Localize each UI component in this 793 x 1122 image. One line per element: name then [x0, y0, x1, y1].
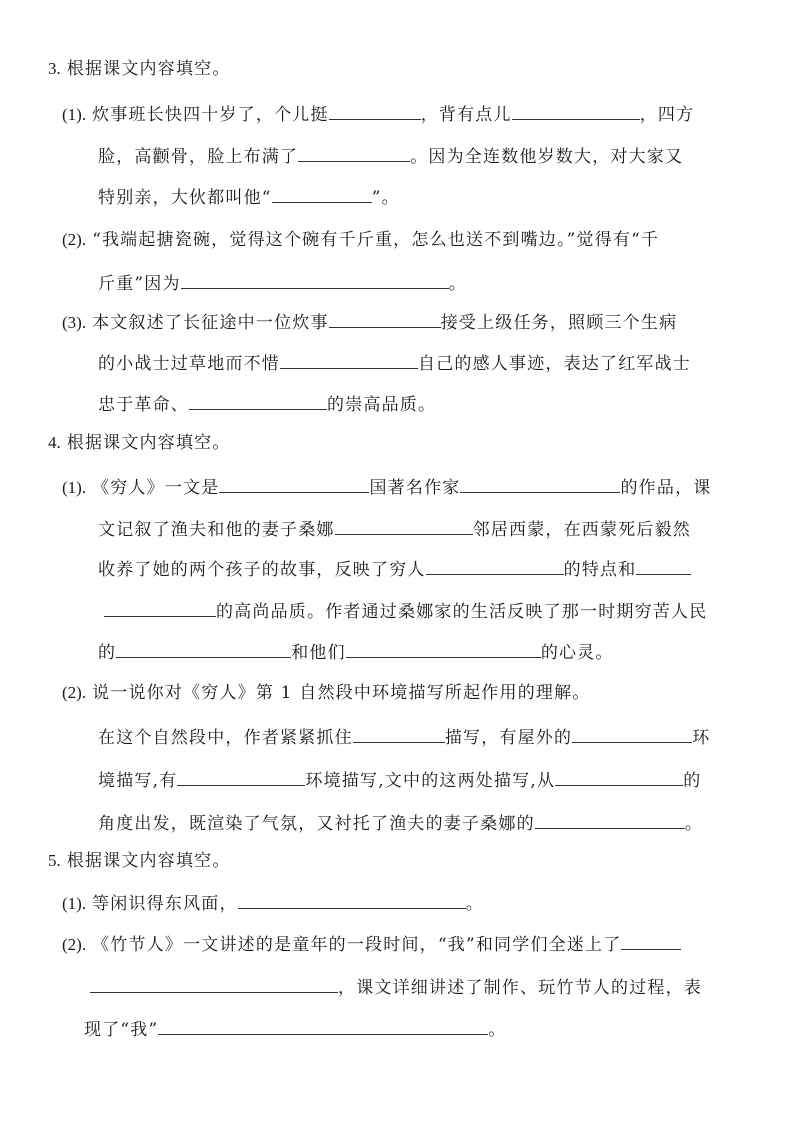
fill-blank[interactable] — [346, 639, 541, 658]
q4-item-2-line-4 — [98, 810, 703, 836]
item-number: (1). — [62, 894, 87, 913]
fill-blank[interactable] — [219, 474, 369, 493]
text: 《竹节人》一文讲述的是童年的一段时间，“我”和同学们全迷上了 — [92, 935, 622, 955]
fill-blank[interactable] — [116, 639, 291, 658]
text: 说一说你对《穷人》第 1 自然段中环境描写所起作用的理解。 — [92, 683, 591, 703]
text: 本文叙述了长征途中一位炊事 — [92, 313, 329, 333]
q4-item-2-line-1 — [62, 681, 591, 705]
question-title-text: 根据课文内容填空。 — [66, 59, 231, 79]
q3-item-1-line-1 — [62, 101, 694, 127]
text: 描写，有屋外的 — [444, 728, 573, 748]
text: 邻居西蒙，在西蒙死后毅然 — [472, 520, 692, 540]
fill-blank[interactable] — [335, 516, 473, 535]
q4-item-1-line-4 — [104, 598, 707, 624]
q4-item-2-line-3 — [98, 767, 701, 793]
fill-blank[interactable] — [298, 143, 410, 162]
fill-blank[interactable] — [189, 391, 327, 410]
fill-blank[interactable] — [272, 184, 372, 203]
text: 在这个自然段中，作者紧紧抓住 — [98, 728, 353, 748]
text: ，课文详细讲述了制作、玩竹节人的过程，表 — [338, 978, 702, 998]
text: 国著名作家 — [369, 478, 461, 498]
fill-blank[interactable] — [535, 810, 685, 829]
question-title-text: 根据课文内容填空。 — [66, 433, 231, 453]
question-title-text: 根据课文内容填空。 — [66, 851, 231, 871]
text: 。因为全连数他岁数大，对大家又 — [410, 147, 684, 167]
item-number: (1). — [62, 105, 87, 124]
fill-blank[interactable] — [512, 101, 640, 120]
text: 的特点和 — [563, 560, 637, 580]
text: 自己的感人事迹，表达了红军战士 — [418, 354, 691, 374]
text: 文记叙了渔夫和他的妻子桑娜 — [98, 520, 335, 540]
fill-blank[interactable] — [329, 309, 441, 328]
text: 收养了她的两个孩子的故事，反映了穷人 — [98, 560, 426, 580]
q4-item-2-line-2 — [98, 724, 710, 750]
q5-item-2-line-3 — [84, 1016, 507, 1042]
text: 现了“我” — [84, 1020, 159, 1040]
fill-blank[interactable] — [158, 1016, 488, 1035]
fill-blank[interactable] — [555, 767, 683, 786]
q3-item-2-line-1 — [62, 228, 659, 252]
question-5-title — [48, 849, 231, 873]
fill-blank[interactable] — [460, 474, 620, 493]
q5-item-2-line-2 — [90, 974, 702, 1000]
q5-item-1-line-1 — [62, 890, 484, 916]
text: 的 — [98, 643, 117, 663]
text: “我端起搪瓷碗，觉得这个碗有千斤重，怎么也送不到嘴边。”觉得有“千 — [92, 230, 660, 250]
fill-blank[interactable] — [426, 556, 564, 575]
text: 的崇高品质。 — [327, 395, 437, 415]
q3-item-3-line-3 — [98, 391, 436, 417]
text: 环 — [692, 728, 711, 748]
text: 。 — [448, 274, 467, 294]
fill-blank[interactable] — [90, 974, 338, 993]
fill-blank[interactable] — [177, 767, 305, 786]
q4-item-1-line-1 — [62, 474, 711, 500]
fill-blank[interactable] — [181, 270, 449, 289]
fill-blank[interactable] — [329, 101, 421, 120]
text: 《穷人》一文是 — [92, 478, 220, 498]
text: 炊事班长快四十岁了，个儿挺 — [92, 105, 329, 125]
q3-item-3-line-2 — [98, 350, 691, 376]
fill-blank[interactable] — [572, 724, 692, 743]
question-number: 5. — [48, 851, 61, 870]
q4-item-1-line-5 — [98, 639, 614, 665]
q3-item-2-line-2 — [98, 270, 467, 296]
item-number: (3). — [62, 313, 87, 332]
text: 。 — [465, 894, 484, 914]
q3-item-1-line-3 — [98, 184, 400, 210]
question-4-title — [48, 431, 231, 455]
text: ，背有点儿 — [420, 105, 512, 125]
fill-blank[interactable] — [280, 350, 418, 369]
text: 和他们 — [291, 643, 346, 663]
text: 的心灵。 — [540, 643, 614, 663]
text: 的 — [683, 771, 702, 791]
fill-blank[interactable] — [238, 890, 466, 909]
fill-blank[interactable] — [621, 931, 681, 950]
question-number: 4. — [48, 433, 61, 452]
fill-blank[interactable] — [353, 724, 445, 743]
text: 。 — [488, 1020, 507, 1040]
text: 忠于革命、 — [98, 395, 189, 415]
item-number: (2). — [62, 935, 87, 954]
q3-item-1-line-2 — [98, 143, 683, 169]
fill-blank[interactable] — [636, 556, 691, 575]
question-3-title — [48, 57, 231, 81]
question-number: 3. — [48, 59, 61, 78]
text: ，四方 — [639, 105, 695, 125]
text: 境描写,有 — [98, 771, 178, 791]
q5-item-2-line-1 — [62, 931, 681, 957]
text: 等闲识得东风面， — [92, 894, 238, 914]
text: 的作品，课 — [620, 478, 712, 498]
text: 斤重”因为 — [98, 274, 181, 294]
text: 环境描写,文中的这两处描写,从 — [305, 771, 556, 791]
text: 角度出发，既渲染了气氛，又衬托了渔夫的妻子桑娜的 — [98, 814, 535, 834]
item-number: (1). — [62, 478, 87, 497]
q3-item-3-line-1 — [62, 309, 677, 335]
text: 接受上级任务，照顾三个生病 — [440, 313, 678, 333]
q4-item-1-line-3 — [98, 556, 691, 582]
text: 。 — [684, 814, 704, 834]
text: 脸，高颧骨，脸上布满了 — [98, 147, 299, 167]
item-number: (2). — [62, 230, 87, 249]
item-number: (2). — [62, 683, 87, 702]
text: ”。 — [371, 188, 400, 208]
fill-blank[interactable] — [104, 598, 216, 617]
text: 特别亲，大伙都叫他“ — [98, 188, 272, 208]
q4-item-1-line-2 — [98, 516, 691, 542]
text: 的高尚品质。作者通过桑娜家的生活反映了那一时期穷苦人民 — [216, 602, 708, 622]
text: 的小战士过草地而不惜 — [98, 354, 280, 374]
